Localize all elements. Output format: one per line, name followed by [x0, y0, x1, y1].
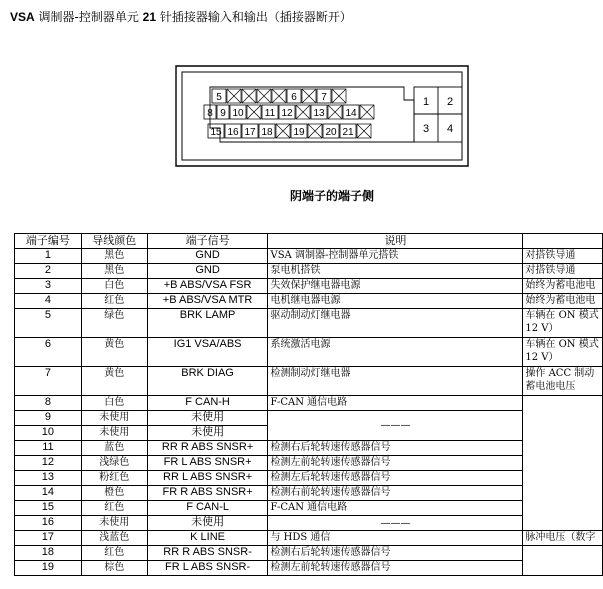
- cell-description: 系统激活电源: [268, 338, 523, 367]
- table-row: [15, 516, 603, 531]
- cell-wire-color: 白色: [81, 279, 147, 294]
- cell-description: VSA 调制器-控制器单元搭铁: [268, 249, 523, 264]
- pin-5: 5: [216, 92, 222, 103]
- cell-wire-color: 红色: [81, 294, 147, 309]
- cell-signal: FR L ABS SNSR+: [147, 456, 268, 471]
- connector-row-1: [212, 89, 346, 103]
- cell-description: 检测制动灯继电器: [268, 367, 523, 396]
- connector-row-2: [204, 105, 374, 119]
- cell-wire-color: 蓝色: [81, 441, 147, 456]
- title-pin-count: 21: [142, 10, 157, 24]
- cell-pin-number: 3: [15, 279, 82, 294]
- cell-wire-color: 橙色: [81, 486, 147, 501]
- cell-signal: RR L ABS SNSR+: [147, 471, 268, 486]
- cell-signal: RR R ABS SNSR+: [147, 441, 268, 456]
- cell-wire-color: 红色: [81, 546, 147, 561]
- cell-condition: 车辆在 ON 模式 12 V）: [523, 309, 603, 338]
- table-row: [15, 471, 603, 486]
- cell-condition: [523, 546, 603, 576]
- cell-signal: +B ABS/VSA FSR: [147, 279, 268, 294]
- pin-18: 18: [261, 127, 273, 138]
- cell-pin-number: 13: [15, 471, 82, 486]
- table-row: [15, 561, 603, 576]
- cell-pin-number: 4: [15, 294, 82, 309]
- cell-signal: F CAN-L: [147, 501, 268, 516]
- cell-wire-color: 黄色: [81, 367, 147, 396]
- cell-wire-color: 红色: [81, 501, 147, 516]
- header-description: 说明: [268, 234, 523, 249]
- cell-pin-number: 6: [15, 338, 82, 367]
- table-row: [15, 367, 603, 396]
- cell-wire-color: 未使用: [81, 411, 147, 426]
- cell-description: 失效保护继电器电源: [268, 279, 523, 294]
- cell-wire-color: 绿色: [81, 309, 147, 338]
- cell-pin-number: 19: [15, 561, 82, 576]
- cell-description: 检测左前轮转速传感器信号: [268, 456, 523, 471]
- cell-wire-color: 浅绿色: [81, 456, 147, 471]
- table-row: [15, 294, 603, 309]
- cell-signal: BRK LAMP: [147, 309, 268, 338]
- cell-pin-number: 16: [15, 516, 82, 531]
- cell-wire-color: 粉红色: [81, 471, 147, 486]
- cell-pin-number: 15: [15, 501, 82, 516]
- table-row: [15, 338, 603, 367]
- cell-description: 检测左前轮转速传感器信号: [268, 561, 523, 576]
- cell-pin-number: 11: [15, 441, 82, 456]
- header-wire-color: 导线颜色: [81, 234, 147, 249]
- cell-pin-number: 8: [15, 396, 82, 411]
- pin-11: 11: [264, 108, 276, 119]
- cell-description: 电机继电器电源: [268, 294, 523, 309]
- cell-pin-number: 2: [15, 264, 82, 279]
- pin-9: 9: [220, 108, 226, 119]
- cell-description: 检测右后轮转速传感器信号: [268, 546, 523, 561]
- cell-condition: 始终为蓄电池电: [523, 279, 603, 294]
- cell-pin-number: 5: [15, 309, 82, 338]
- cell-description: F-CAN 通信电路: [268, 501, 523, 516]
- cell-pin-number: 17: [15, 531, 82, 546]
- cell-signal: F CAN-H: [147, 396, 268, 411]
- cell-pin-number: 7: [15, 367, 82, 396]
- cell-condition: 始终为蓄电池电: [523, 294, 603, 309]
- cell-description: 检测右后轮转速传感器信号: [268, 441, 523, 456]
- pin-20: 20: [325, 127, 337, 138]
- table-row: [15, 501, 603, 516]
- pin-10: 10: [232, 108, 244, 119]
- table-row: [15, 309, 603, 338]
- cell-signal: 未使用: [147, 516, 268, 531]
- cell-pin-number: 10: [15, 426, 82, 441]
- table-row: [15, 486, 603, 501]
- header-pin-number: 端子编号: [15, 234, 82, 249]
- table-row: [15, 264, 603, 279]
- cell-signal: GND: [147, 264, 268, 279]
- table-row: [15, 531, 603, 546]
- cell-description: ———: [268, 516, 523, 531]
- connector-row-3: [208, 124, 371, 138]
- cell-signal: +B ABS/VSA MTR: [147, 294, 268, 309]
- table-row: [15, 249, 603, 264]
- cell-description: 泵电机搭铁: [268, 264, 523, 279]
- connector-caption: 阴端子的端子侧: [290, 189, 375, 203]
- pin-12: 12: [281, 108, 293, 119]
- pin-13: 13: [313, 108, 325, 119]
- cell-pin-number: 12: [15, 456, 82, 471]
- cell-wire-color: 棕色: [81, 561, 147, 576]
- cell-condition: 车辆在 ON 模式 12 V）: [523, 338, 603, 367]
- table-row: [15, 279, 603, 294]
- pin-table: [14, 233, 603, 576]
- header-condition: [523, 234, 603, 249]
- title-prefix: VSA: [10, 10, 35, 24]
- table-row: [15, 411, 603, 426]
- cell-signal: 未使用: [147, 411, 268, 426]
- cell-wire-color: 未使用: [81, 426, 147, 441]
- pin-15: 15: [210, 127, 222, 138]
- cell-signal: 未使用: [147, 426, 268, 441]
- pin-16: 16: [227, 127, 239, 138]
- cell-signal: BRK DIAG: [147, 367, 268, 396]
- header-signal: 端子信号: [147, 234, 268, 249]
- cell-condition: [523, 396, 603, 531]
- cell-signal: RR R ABS SNSR-: [147, 546, 268, 561]
- table-header-row: [15, 234, 603, 249]
- cell-condition: 脉冲电压（数字: [523, 531, 603, 546]
- table-row: [15, 546, 603, 561]
- title-text-a: 调制器-控制器单元: [34, 10, 143, 24]
- pin-17: 17: [244, 127, 256, 138]
- cell-wire-color: 黑色: [81, 264, 147, 279]
- cell-description: 检测左后轮转速传感器信号: [268, 471, 523, 486]
- cell-wire-color: 黑色: [81, 249, 147, 264]
- table-row: [15, 441, 603, 456]
- pin-6: 6: [291, 92, 297, 103]
- title-text-b: 针插接器输入和输出（插接器断开）: [156, 10, 352, 24]
- pin-8: 8: [207, 108, 213, 119]
- cell-condition: 操作 ACC 制动 蓄电池电压: [523, 367, 603, 396]
- cell-wire-color: 白色: [81, 396, 147, 411]
- table-row: [15, 456, 603, 471]
- cell-description: ———: [268, 411, 523, 441]
- cell-pin-number: 9: [15, 411, 82, 426]
- pin-14: 14: [345, 108, 357, 119]
- pin-4: 4: [446, 123, 454, 135]
- cell-pin-number: 18: [15, 546, 82, 561]
- table-row: [15, 396, 603, 411]
- cell-condition: 对搭铁导通: [523, 264, 603, 279]
- cell-wire-color: 浅蓝色: [81, 531, 147, 546]
- pin-19: 19: [293, 127, 305, 138]
- cell-signal: FR L ABS SNSR-: [147, 561, 268, 576]
- cell-description: 与 HDS 通信: [268, 531, 523, 546]
- cell-description: 驱动制动灯继电器: [268, 309, 523, 338]
- cell-signal: GND: [147, 249, 268, 264]
- page-title: [10, 8, 352, 25]
- cell-wire-color: 未使用: [81, 516, 147, 531]
- cell-pin-number: 14: [15, 486, 82, 501]
- cell-wire-color: 黄色: [81, 338, 147, 367]
- connector-diagram: [172, 62, 472, 170]
- pin-2: 2: [446, 96, 454, 108]
- cell-pin-number: 1: [15, 249, 82, 264]
- cell-description: 检测右前轮转速传感器信号: [268, 486, 523, 501]
- cell-signal: FR R ABS SNSR+: [147, 486, 268, 501]
- cell-signal: K LINE: [147, 531, 268, 546]
- cell-signal: IG1 VSA/ABS: [147, 338, 268, 367]
- pin-1: 1: [422, 96, 430, 108]
- cell-condition: 对搭铁导通: [523, 249, 603, 264]
- pin-21: 21: [342, 127, 354, 138]
- pin-3: 3: [422, 123, 430, 135]
- cell-description: F-CAN 通信电路: [268, 396, 523, 411]
- pin-7: 7: [321, 92, 327, 103]
